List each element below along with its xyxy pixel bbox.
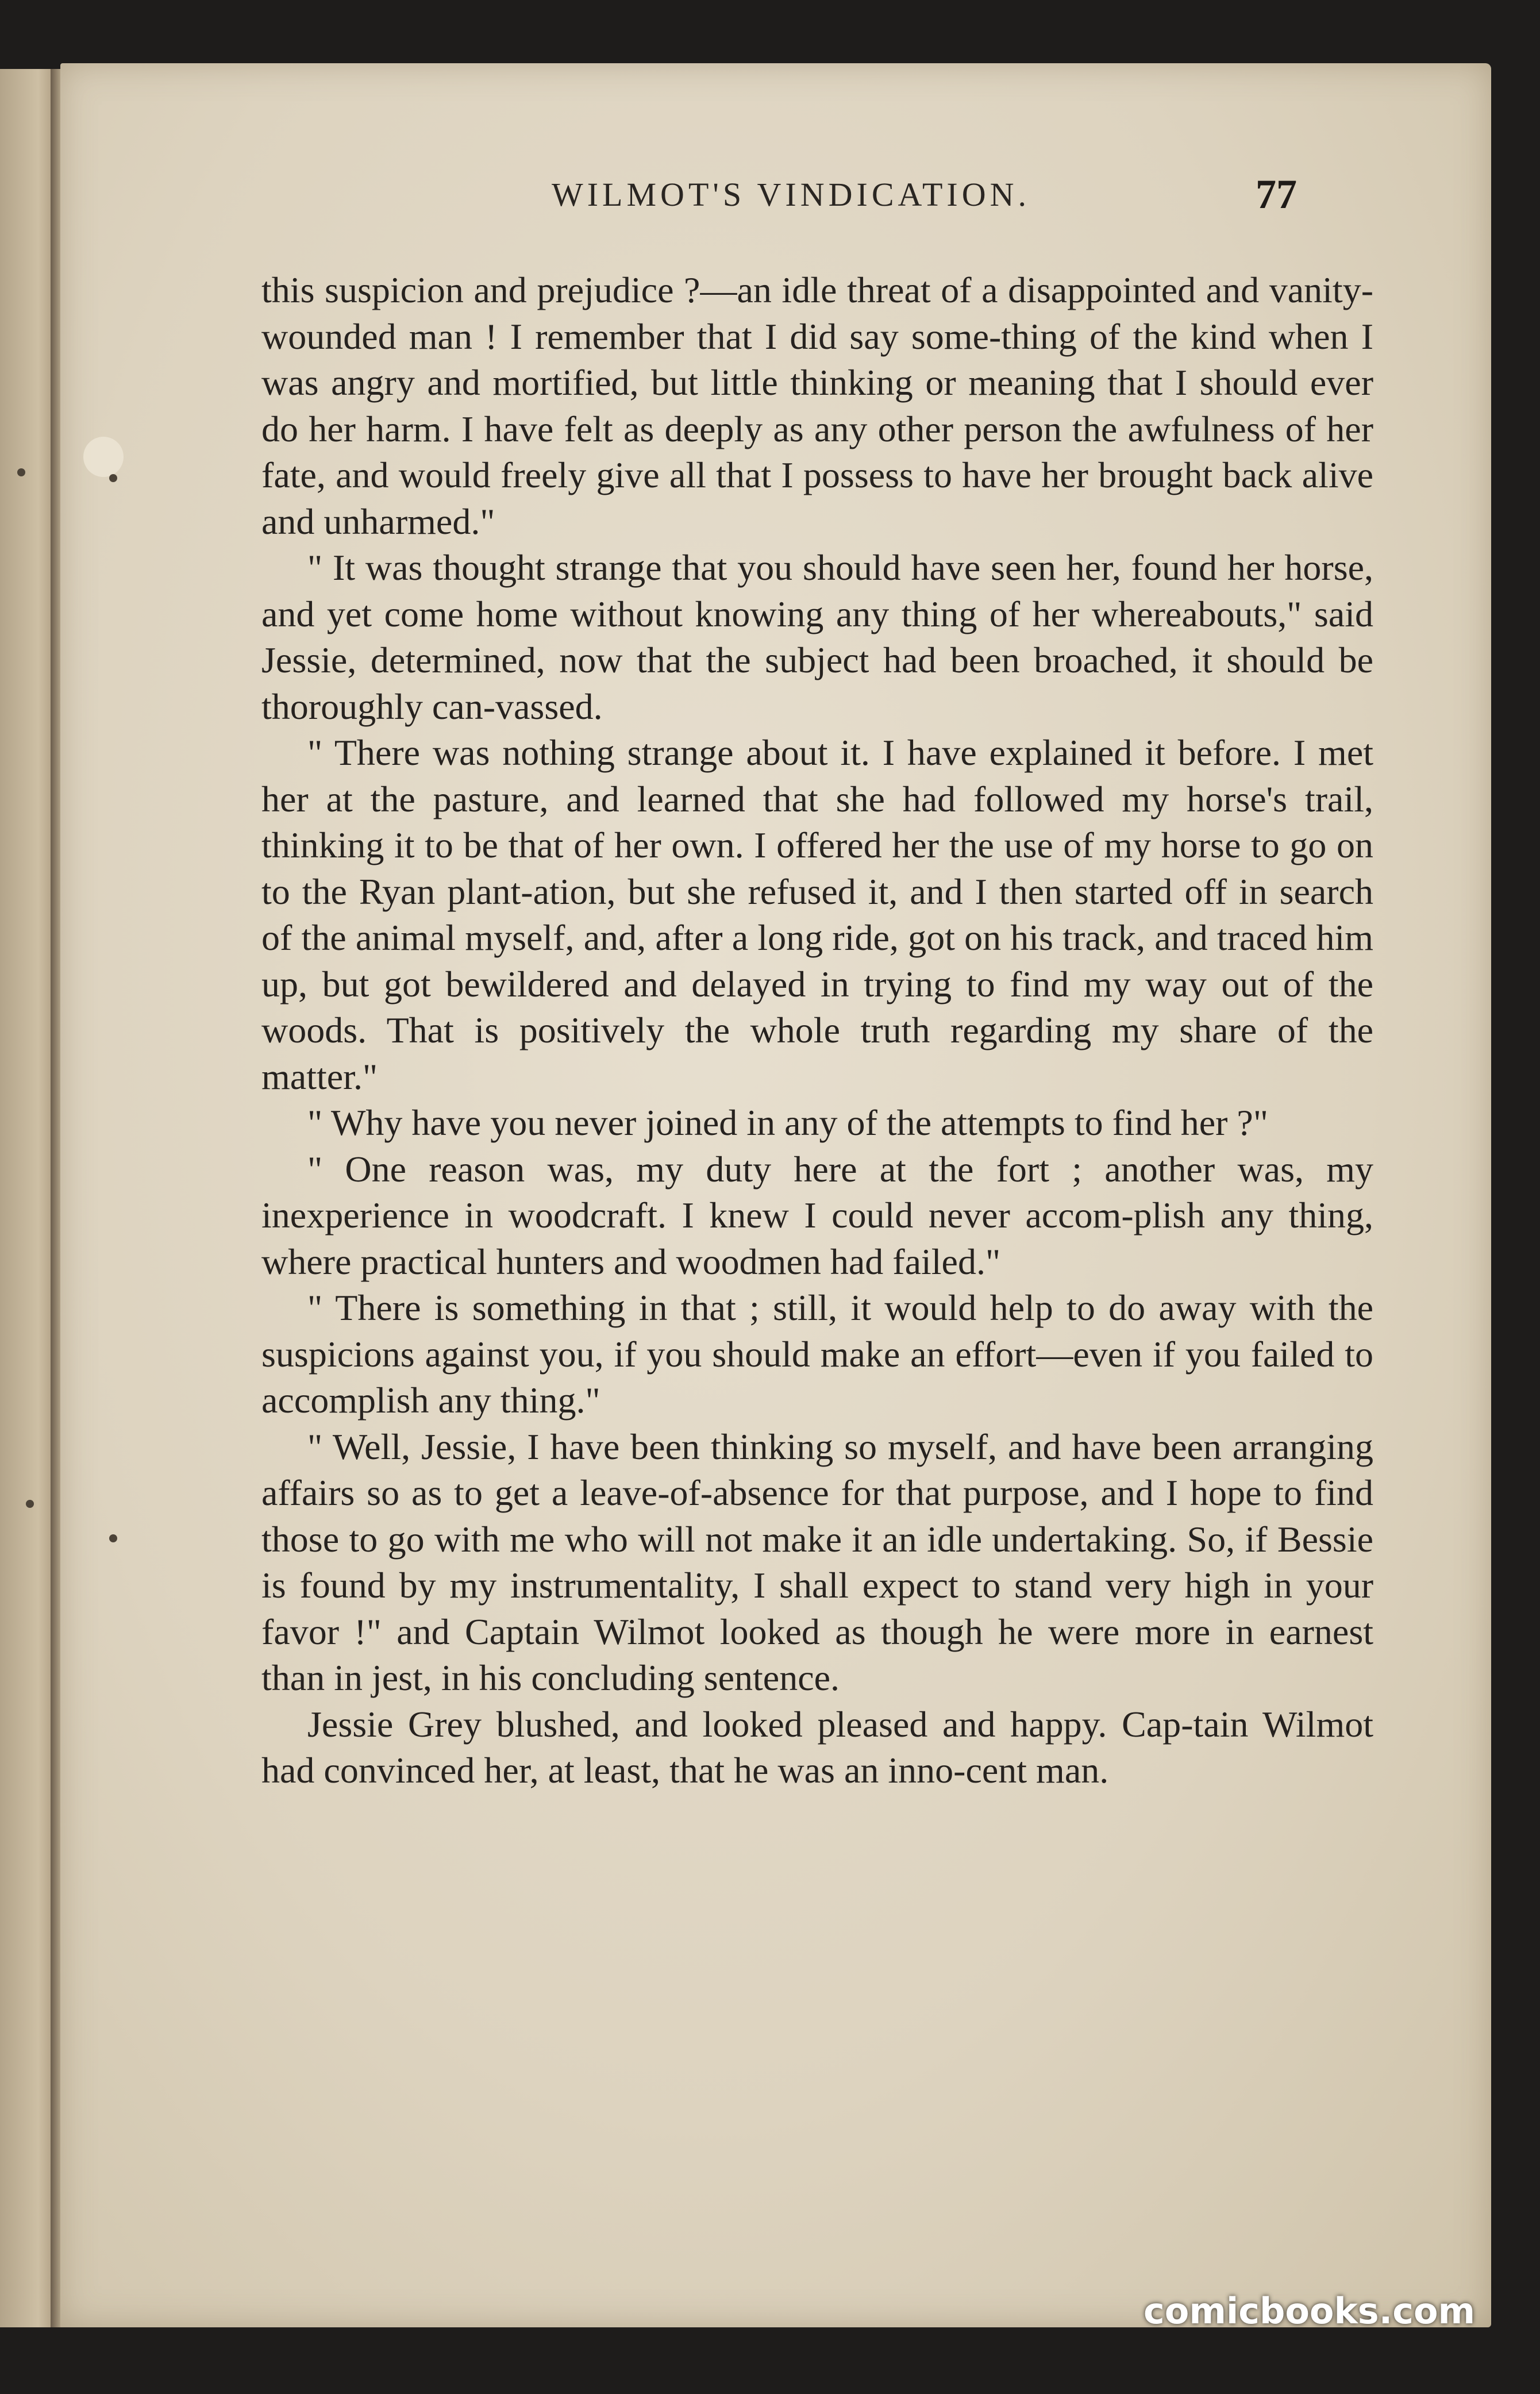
paragraph-4: " Why have you never joined in any of the attempts to find her ?" bbox=[307, 1102, 1268, 1143]
body-text bbox=[261, 267, 1373, 1794]
page-header bbox=[0, 118, 1540, 213]
speck bbox=[26, 1500, 34, 1508]
speck bbox=[109, 1534, 117, 1542]
paragraph-1: this suspicion and prejudice ?—an idle threat of a disappointed and vanity-wounded man ! I remember that I did say some-thing of the kind when I was angry and mortified, but little thinking or meaning that I should ever do her harm. I have felt as deeply as any other person the awfulness of her fate, and would freely give all that I possess to have her brought back alive and unharmed." bbox=[261, 270, 1373, 542]
watermark: comicbooks.com bbox=[1144, 2290, 1476, 2332]
paper-blemish bbox=[83, 437, 124, 477]
paragraph-6: " There is something in that ; still, it would help to do away with the suspicions against you, if you should make an effort—even if you failed to accomplish any thing." bbox=[261, 1287, 1373, 1421]
paragraph-5: " One reason was, my duty here at the fort ; another was, my inexperience in woodcraft. I knew I could never accom-plish any thing, where practical hunters and woodmen had failed." bbox=[261, 1148, 1373, 1282]
paragraph-8: Jessie Grey blushed, and looked pleased and happy. Cap-tain Wilmot had convinced her, at least, that he was an inno-cent man. bbox=[261, 1703, 1373, 1791]
speck bbox=[17, 468, 25, 476]
speck bbox=[109, 474, 117, 482]
facing-page-edge bbox=[0, 69, 55, 2327]
paragraph-3: " There was nothing strange about it. I have explained it before. I met her at the pasture, and learned that she had followed my horse's trail, thinking it to be that of her own. I offered her the use of my horse to go on to the Ryan plant-ation, but she refused it, and I then started off in search of the animal myself, and, after a long ride, got on his track, and traced him up, but got bewildered and delayed in trying to find my way out of the woods. That is positively the whole truth regarding my share of the matter." bbox=[261, 732, 1373, 1097]
paragraph-7: " Well, Jessie, I have been thinking so myself, and have been arranging affairs so as to get a leave-of-absence for that purpose, and I hope to find those to go with me who will not make it an idle undertaking. So, if Bessie is found by my instrumentality, I shall expect to stand very high in your favor !" and Captain Wilmot looked as though he were more in earnest than in jest, in his concluding sentence. bbox=[261, 1426, 1373, 1698]
running-head: WILMOT'S VINDICATION. bbox=[552, 176, 1030, 213]
paragraph-2: " It was thought strange that you should have seen her, found her horse, and yet come home without knowing any thing of her whereabouts," said Jessie, determined, now that the subject had been broached, it should be thoroughly can-vassed. bbox=[261, 547, 1373, 727]
